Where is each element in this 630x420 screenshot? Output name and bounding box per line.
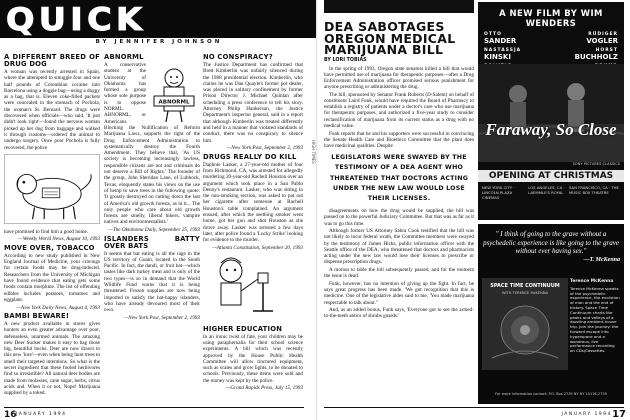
page-number-left: 16 [4,410,17,420]
music-advertisement [478,224,624,404]
cast-first-name: NASTASSJA [484,48,522,53]
feature-paragraph: disagreements on how the drug would be supplied, the bill was passed on to the powerful Judiciary Committee. But that was as far as it was to go this time. [324,208,474,227]
left-column-2 [104,52,200,414]
theatre-listing: SAN FRANCISCO, CA · THE MUSIC BOX THEATRE [569,185,619,195]
feature-paragraph: Although former US Attorney Sabra Cook testified that the bill was not likely to incur federal wrath, the Committee members were swayed by the testimony of James Hicks, public information officer with the Seattle office of the DEA, who threatened that doctors and pharmacists acting under the new law would lose their licenses to prescribe or dispense prescription drugs. [324,228,474,266]
feature-body-continued [324,208,474,319]
footer-rule-right [324,407,624,408]
cast-last-name: KINSKI [484,53,511,61]
article-body-abnorml: A conservative student at the University of Oklahoma has formed a group whose sole purpose is to oppose NORML. ABNORML, or Americans Blocking the Nullification of Reform Marijuana Laws, supports the right of the Drug Enforcement Administration to systematically destroy the Fourth Amendment. They believe that, 'As US society is becoming increasingly lawless, responsible citizens are not and criminals do not deserve a Bill of Rights.' The founder of the group, John Sheridan Lane, of Lubbock, Texas, eloquently states his views on the use of hemp to save trees in the following quote: 'It grossly destroyed on cutting down the last of America's old growth forests, as hi it... The only people who care about old growth forests are smelly, liberal hikers, vampire natives and environmentalists.' [104,62,200,226]
left-column-1 [4,52,100,414]
abnorml-sign-text: ABNORML [158,99,190,106]
mckenna-quote [482,230,620,264]
film-opening-banner: OPENING AT CHRISTMAS [478,170,624,182]
theatre-listing: LOS ANGELES, CA · LAEMMLE'S ROYAL [528,185,565,195]
cast-last-name: SANDER [484,37,517,45]
issue-date-right: JANUARY 1994 [561,412,612,417]
feature-article [324,0,474,405]
dog-cartoon-illustration [4,154,100,224]
article-headline-drugs-kill: DRUGS REALLY DO KILL [203,152,297,161]
article-headline-islanders: ISLANDERS BATTY OVER BATS [104,234,200,250]
album-blurb [570,280,620,354]
album-cover-art [482,278,568,370]
article-headline-drug-dog: A DIFFERENT BREED OF DRUG DOG [4,53,100,68]
article-headline-higher-ed: HIGHER EDUCATION [203,324,283,333]
feature-byline: BY LORI TOBIAS [324,57,367,63]
cast-first-name: HORST [595,48,618,53]
article-headline-move-over: MOVE OVER, TOBACCO [4,243,95,252]
film-title: Faraway, So Close [485,120,617,139]
article-headline-abnorml: ABNORML [104,53,144,61]
film-distributor: SONY PICTURES CLASSICS [572,162,620,166]
article-headline-bambi: BAMBI BEWARE! [4,311,70,320]
feature-paragraph: Funk, however, has no intention of giving up the fight. In fact, he says great progress has been made. 'We got recognition that this is medicine. One of the legislative aides said to me, 'You made marijuana respectable to talk about.'' [324,280,474,306]
article-source-drugs-kill: —Atlanta Constitution, September 20, 1993 [212,245,303,252]
theatre-listing: NEW YORK CITY · LINCOLN PLAZA CINEMAS [482,185,515,200]
feature-top-bar [324,0,474,13]
footer-rule-left [4,407,304,408]
article-body-islanders: It seems that bat eating is all the rage in the US territory of Guam, located in the South Pacific. In fact, the dandl, or fruit bat—which tastes like dark turkey meat and is only of the two types—is so in demand that the World Wildlife Fund warns that it is being threatened. Frozen supplies are now being imported to satisfy the bat-happy islanders, who have already devoured most of their own. [104,250,200,314]
cast-first-name: OTTO [484,32,502,37]
banner-title: QUICK [6,2,147,38]
blurb-title: Terence McKenna [570,279,614,284]
feature-paragraph: A motion to table the bill subsequently passed, and for the moment the issue is dead. [324,266,474,280]
film-poster-photo [478,64,624,162]
article-source-drug-dog: —Weekly World News, August 10, 1993 [18,236,100,243]
feature-paragraph: Funk reports that he and his supporters were successful in convincing the Senate Health Care and Bioethics Committee that the plant does have medicinal qualities. Despite [324,130,474,149]
column-byline: BY JENNIFER JOHNSON [95,39,223,45]
article-headline-conspiracy: NO CONSPIRACY? [203,53,273,61]
cast-first-name: RÜDIGER [588,32,618,37]
album-title: SPACE TIME CONTINUUM [490,283,560,289]
feature-paragraph: In the spring of 1993, Oregon state senators killed a bill that would have permitted use of marijuana for therapeutic purposes—after a Drug Enforcement Administration officer promised serious punishment for anyone prescribing or administering the drug. [324,65,474,91]
article-source-move-over: —New York Daily News, August 4, 1993 [16,304,100,311]
feature-paragraph: The bill, sponsored by Senator Frank Roberts (D-Salem) on behalf of constituent Laird Funk, would have required the Board of Pharmacy to establish a registry of patients under a doctor's care who use marijuana for therapeutic purposes, and authorized a five-year study to consider reclassification of marijuana from its current status as a drug with no medical value. [324,91,474,129]
album-subtitle: WITH TERENCE McKENNA [501,291,549,295]
quote-text: " I think of going to the grave without a psychedelic experience is like going to the grave without ever having sex." [483,230,619,256]
gutter-credit: HIGH TIMES [311,140,316,164]
quote-attribution: —T. McKenna [583,256,620,263]
article-body-drug-dog-tail: have promised to find him a good home. [4,228,89,235]
left-column-3 [203,52,303,414]
blurb-body: Terence McKenna speaks of the psychedelic experience, the evolution of man and the end of history. Space Time Continuum charts the peaks and valleys of a dazzling ambient-house trip. Join the journey: the forward escape into hyperspace and a wondrous, live performance recording on CDs/Cassettes. [570,285,620,354]
article-source-higher-ed: —Grand Rapids Press, July 15, 1993 [225,385,303,392]
quick-flashes-banner [0,0,318,38]
issue-date-left: JANUARY 1994 [16,412,67,417]
abnorml-cartoon [148,62,200,124]
article-body-conspiracy: The Justice Department has confirmed that Brett Kimberlin was unfairly silenced during the 1988 presidential election. Kimberlin, who claims he was Dan Quayle's former pot dealer, was placed in solitary confinement by former Prison Director J. Michael Quinlan after scheduling a press conference to tell his story. Attorney Philip Hankerson, the Justice Department's inspector general, said in a report that although Kimberlin was treated differently and held in a manner that violated standards of conduct, there was no conspiracy to silence him. [203,62,303,144]
article-body-higher-ed: In an ironic twist of fate, your children may be using paraphernalia for their school science experiments. A bill which was recently approved by the House Public Health Committee will allow tinctured equipment, such as scales and grow lights, to be donated to schools. Previously, these items were sold and the money was kept by the police. [203,333,303,384]
film-ad-tagline: A NEW FILM BY WIM WENDERS [499,8,603,28]
theatre-list [482,186,620,200]
article-source-islanders: —New York Post, September 2, 1993 [123,314,200,321]
feature-body [324,66,474,150]
right-page [318,0,630,420]
article-body-drugs-kill: Daphnie Lasker, a 27-year-old mother of four from Richmond, CA, was arrested for allegedly murdering 20-year-old Rachell Houston over an argument which took place in a San Pablo Denny's restaurant. Lasker, who was sitting in the non-smoking section, was asked to put out her cigarette after someone at Rachell Houston's table complained. An argument ensued, after which the seething smoker went home, got her gun and shot Houston as she drove away. Lasker was arrested a few days later, after police found a 'Lucky Strike' looking for evidence to the murder. [203,161,303,244]
cast-last-name: BUCHHOLZ [574,53,618,61]
article-body-move-over: According to new study published in New England Journal of Medicine, your cravings for certain foods may be drug-induced. Researchers from the University of Michigan have found evidence that eating gets some foods contain morphine. The list of offending edibles includes potatoes, tomatoes and eggplant. [4,252,100,303]
cast-last-name: VOGLER [586,37,618,45]
feature-headline: DEA SABOTAGES OREGON MEDICAL MARIJUANA BILL [324,19,456,57]
article-body-bambi: A new product available in stores gives hunters an even greater advantage over poor, defenseless, unarmed animals. The amazing new Deer Sucker makes it easy to bag those big, beautiful bucks. Deer are now drawn to this new 'lure'—even when being hunt trees to smell their targeted intentions. So what is the secret ingredient that these fooled herbivores find so irresistible? All natural deer bodies are made from molasses, cane sugar, herbs, citrus acids and. When it or not, Nope! Marijuana supplied by a toked. [4,320,100,397]
article-body-drug-dog: A woman was recently arrested in Spain, where she attempted to smuggle four and one half pounds of Colombian cocaine into Barcelona using a doggie bag—using a doggy as a bag, that is. Eleven coke-filled packets were concealed in the stomach of Pochola, the woman's St. Bernard. The drugs were discovered when officials—who said, 'It just didn't look right'—found the nervous woman picked up her dog from baggage and walked it through customs—ordered the animal to undergo surgery. Once poor Pochola is fully recovered, the police [4,69,100,151]
article-source-abnorml: —The Oklahoma Daily, September 25, 1993 [108,227,200,234]
page-number-right: 17 [612,409,626,420]
music-ad-contact: For more information contact: P.O. Box 2739 NY NY 10116-2739 [495,392,607,396]
feature-paragraph: And, as an added bonus, Funk says, 'Everyone got to see the armed-to-the-teeth antics of shrubs guards.' [324,307,474,320]
feature-pullquote: LEGISLATORS WERE SWAYED BY THE TESTIMONY OF A DEA AGENT WHO THREATENED THAT DOCTORS ACTING UNDER THE NEW LAW WOULD LOSE THEIR LICENSES. [329,154,469,202]
film-advertisement [478,2,624,220]
kid-microscope-cartoon [203,251,303,321]
article-source-conspiracy: —New York Post, September 2, 1993 [226,145,303,152]
